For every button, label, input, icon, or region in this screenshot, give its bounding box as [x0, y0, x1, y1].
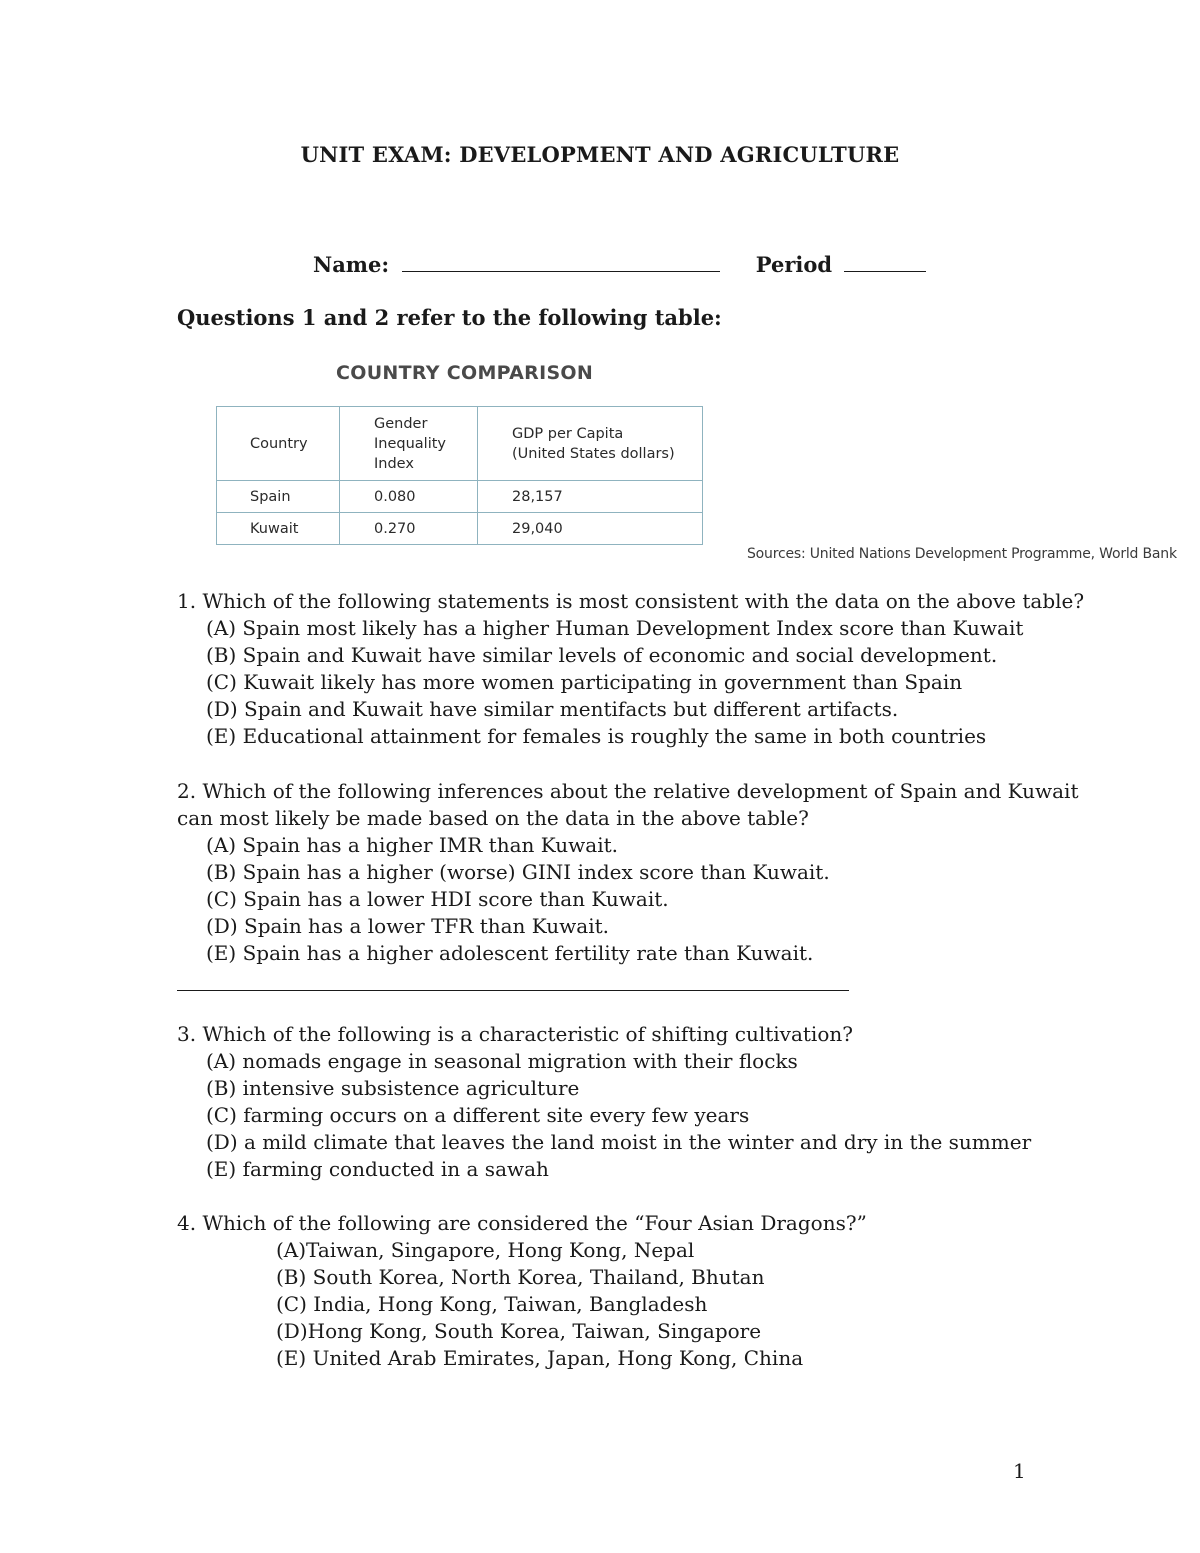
answer-choice[interactable]: (A) nomads engage in seasonal migration with their flocks [206, 1049, 798, 1073]
question-stem: 2. Which of the following inferences about the relative development of Spain and Kuwait [177, 779, 1079, 803]
table-cell: 28,157 [478, 481, 703, 513]
answer-choice[interactable]: (D) Spain has a lower TFR than Kuwait. [206, 914, 610, 938]
answer-choice[interactable]: (D) Spain and Kuwait have similar mentifacts but different artifacts. [206, 697, 899, 721]
answer-choice[interactable]: (B) intensive subsistence agriculture [206, 1076, 580, 1100]
table-header-row [217, 407, 703, 481]
answer-choice[interactable]: (C) Spain has a lower HDI score than Kuwait. [206, 887, 669, 911]
page-number: 1 [1013, 1459, 1026, 1483]
header-label: Country [250, 435, 308, 452]
question-1 [177, 588, 1084, 750]
table-cell: Kuwait [217, 513, 340, 545]
question-stem: 1. Which of the following statements is most consistent with the data on the above table? [177, 589, 1085, 613]
country-comparison-table [216, 406, 703, 545]
header-label: Gender Inequality Index [374, 415, 446, 472]
name-label: Name: [313, 252, 390, 277]
answer-choice[interactable]: (E) United Arab Emirates, Japan, Hong Kong, China [276, 1346, 804, 1370]
answer-choice[interactable]: (B) Spain and Kuwait have similar levels of economic and social development. [206, 643, 998, 667]
exam-title: UNIT EXAM: DEVELOPMENT AND AGRICULTURE [300, 142, 900, 167]
answer-choice[interactable]: (D) a mild climate that leaves the land moist in the winter and dry in the summer [206, 1130, 1032, 1154]
answer-choice[interactable]: (C) Kuwait likely has more women participating in government than Spain [206, 670, 963, 694]
table-cell: 29,040 [478, 513, 703, 545]
header-country [217, 407, 340, 481]
table-row [217, 481, 703, 513]
table-cell: 0.080 [340, 481, 478, 513]
answer-choice[interactable]: (B) Spain has a higher (worse) GINI index score than Kuwait. [206, 860, 830, 884]
answer-choice[interactable]: (A)Taiwan, Singapore, Hong Kong, Nepal [276, 1238, 695, 1262]
answer-choice[interactable]: (C) farming occurs on a different site every few years [206, 1103, 750, 1127]
question-4 [177, 1210, 867, 1372]
figure-sources: Sources: United Nations Development Programme, World Bank [747, 546, 1177, 562]
answer-choice[interactable]: (E) Spain has a higher adolescent fertility rate than Kuwait. [206, 941, 814, 965]
name-blank[interactable] [402, 250, 720, 272]
period-label: Period [755, 252, 833, 277]
header-gdp [478, 407, 703, 481]
answer-choice[interactable]: (A) Spain most likely has a higher Human Development Index score than Kuwait [206, 616, 1024, 640]
table-cell: 0.270 [340, 513, 478, 545]
question-2 [177, 778, 1078, 967]
name-period-row [313, 250, 926, 277]
table-intro: Questions 1 and 2 refer to the following table: [177, 305, 722, 330]
answer-choice[interactable]: (D)Hong Kong, South Korea, Taiwan, Singapore [276, 1319, 762, 1343]
section-divider [177, 990, 849, 991]
question-3 [177, 1021, 1031, 1183]
answer-choice[interactable]: (C) India, Hong Kong, Taiwan, Bangladesh [276, 1292, 708, 1316]
answer-choice[interactable]: (E) farming conducted in a sawah [206, 1157, 549, 1181]
table-cell: Spain [217, 481, 340, 513]
answer-choice[interactable]: (A) Spain has a higher IMR than Kuwait. [206, 833, 618, 857]
question-stem: 3. Which of the following is a characteristic of shifting cultivation? [177, 1022, 853, 1046]
header-gii [340, 407, 478, 481]
header-label: GDP per Capita (United States dollars) [512, 425, 675, 462]
question-stem: can most likely be made based on the data in the above table? [177, 806, 809, 830]
figure-title: COUNTRY COMPARISON [336, 362, 594, 384]
period-blank[interactable] [844, 250, 926, 272]
question-stem: 4. Which of the following are considered the “Four Asian Dragons?” [177, 1211, 867, 1235]
answer-choice[interactable]: (E) Educational attainment for females is roughly the same in both countries [206, 724, 987, 748]
answer-choice[interactable]: (B) South Korea, North Korea, Thailand, Bhutan [276, 1265, 765, 1289]
table-row [217, 513, 703, 545]
